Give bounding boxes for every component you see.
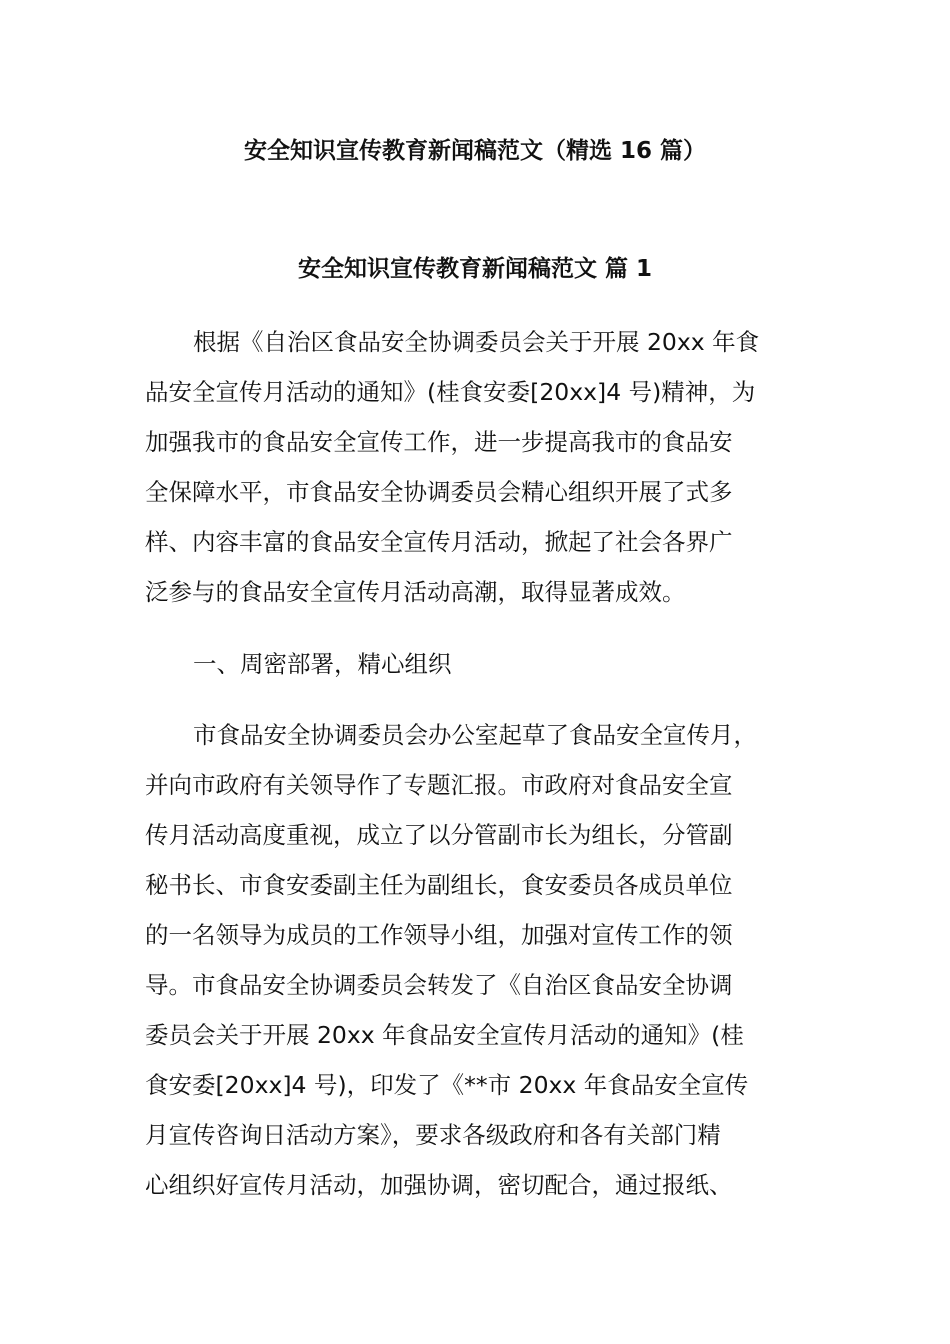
paragraph-line: 全保障水平，市食品安全协调委员会精心组织开展了式多 [145,478,733,506]
paragraph-line: 市食品安全协调委员会办公室起草了食品安全宣传月， [193,721,757,749]
paragraph-line: 并向市政府有关领导作了专题汇报。市政府对食品安全宣 [145,771,733,799]
heading-1: 一、周密部署，精心组织 [193,650,452,678]
paragraph-line: 样、内容丰富的食品安全宣传月活动，掀起了社会各界广 [145,528,733,556]
paragraph-line: 月宣传咨询日活动方案》，要求各级政府和各有关部门精 [145,1121,721,1149]
section-title: 安全知识宣传教育新闻稿范文 篇 1 [297,256,653,282]
paragraph-line: 食安委[20xx]4 号)，印发了《**市 20xx 年食品安全宣传 [145,1071,749,1099]
paragraph-line: 委员会关于开展 20xx 年食品安全宣传月活动的通知》(桂 [145,1021,744,1049]
paragraph-line: 导。市食品安全协调委员会转发了《自治区食品安全协调 [145,971,733,999]
paragraph-line: 秘书长、市食安委副主任为副组长，食安委员各成员单位 [145,871,733,899]
paragraph-line: 传月活动高度重视，成立了以分管副市长为组长，分管副 [145,821,733,849]
document-title: 安全知识宣传教育新闻稿范文（精选 16 篇） [243,138,707,164]
paragraph-line: 泛参与的食品安全宣传月活动高潮，取得显著成效。 [145,578,686,606]
paragraph-line: 加强我市的食品安全宣传工作，进一步提高我市的食品安 [145,428,733,456]
paragraph-line: 的一名领导为成员的工作领导小组，加强对宣传工作的领 [145,921,733,949]
paragraph-line: 品安全宣传月活动的通知》(桂食安委[20xx]4 号)精神，为 [145,378,756,406]
paragraph-line: 根据《自治区食品安全协调委员会关于开展 20xx 年食 [193,328,760,356]
paragraph-line: 心组织好宣传月活动，加强协调，密切配合，通过报纸、 [145,1171,733,1199]
